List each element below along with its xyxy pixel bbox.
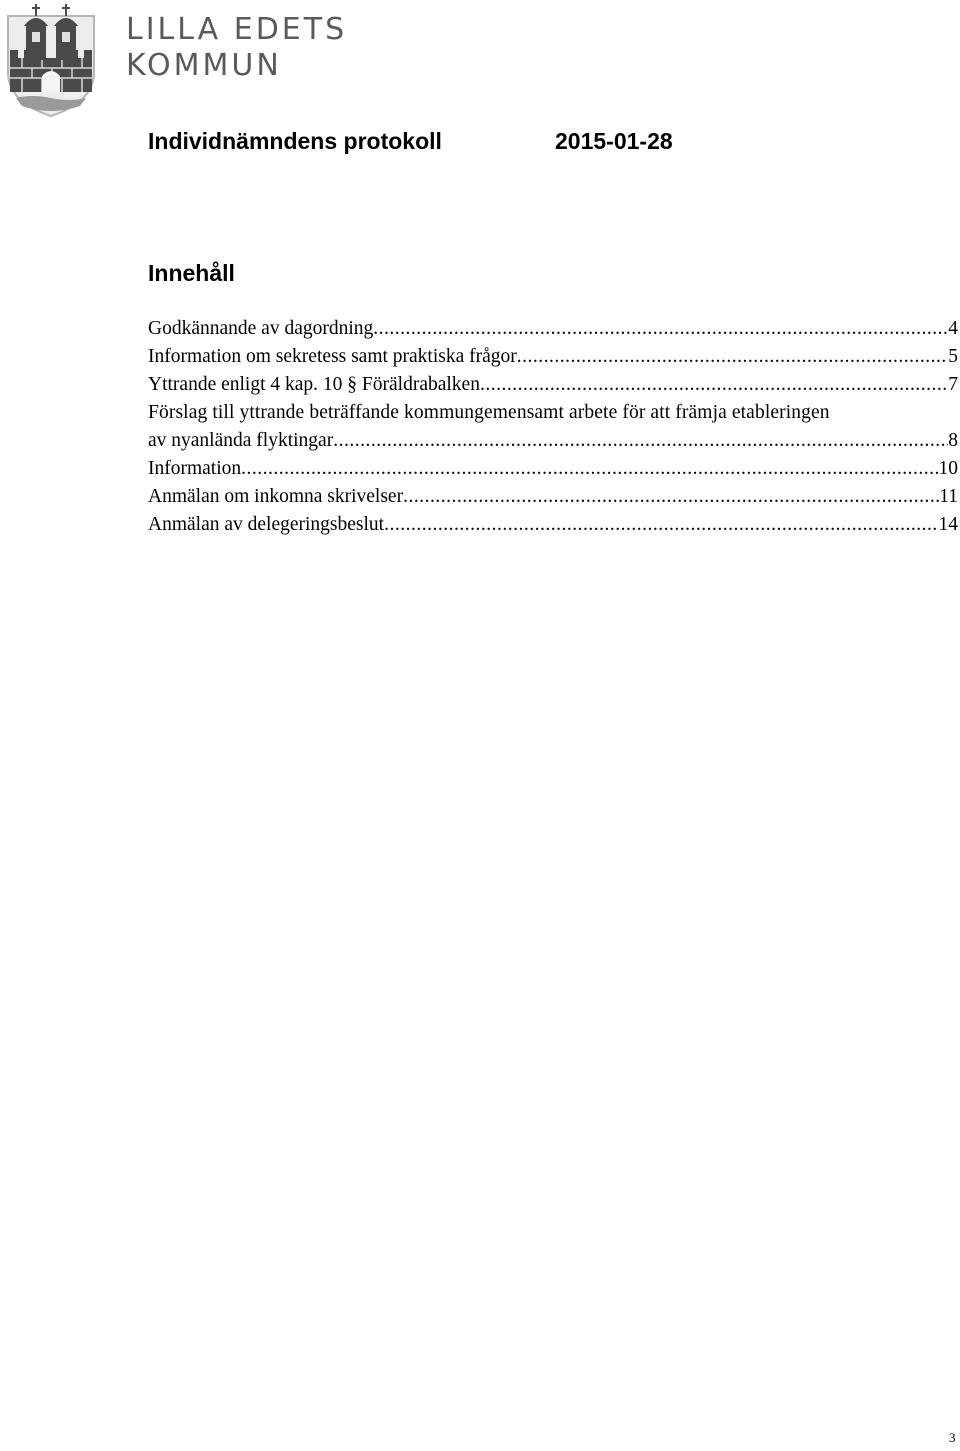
document-date: 2015-01-28 [555, 128, 673, 154]
toc-entry[interactable] [148, 483, 958, 511]
toc-entry-label: Yttrande enligt 4 kap. 10 § Föräldrabalken [148, 374, 480, 395]
document-title: Individnämndens protokoll [148, 128, 442, 154]
toc-entry-label-line-2: av nyanlända flyktingar [148, 430, 334, 451]
page-number: 3 [949, 1430, 956, 1445]
toc-entry-label: Information om sekretess samt praktiska frågor [148, 346, 517, 367]
toc-entry-label: Anmälan om inkomna skrivelser [148, 486, 404, 507]
toc-entry-page: 7 [948, 374, 958, 395]
toc-entry[interactable] [148, 511, 958, 539]
toc-entry[interactable] [148, 343, 958, 371]
toc-entry[interactable] [148, 371, 958, 399]
municipality-logo-text [126, 12, 347, 84]
municipal-crest-icon [2, 2, 100, 118]
toc-entry[interactable] [148, 455, 958, 483]
toc-dot-leader [333, 427, 948, 455]
toc-entry-page: 5 [948, 346, 958, 367]
toc-entry-label: Information [148, 458, 242, 479]
toc-heading: Innehåll [148, 260, 235, 286]
toc-dot-leader [403, 483, 939, 511]
toc-entry-page: 11 [939, 486, 958, 507]
toc-entry-page: 4 [948, 318, 958, 339]
toc-dot-leader [517, 343, 948, 371]
logo-line-1: LILLA EDETS [126, 12, 348, 47]
toc-entry-page: 8 [948, 430, 958, 451]
toc-entry[interactable] [148, 315, 958, 343]
toc-dot-leader [384, 511, 938, 539]
logo-line-2: KOMMUN [126, 48, 282, 83]
toc-entry-page: 10 [938, 458, 958, 479]
toc-dot-leader [480, 371, 948, 399]
toc-entry-page: 14 [938, 514, 958, 535]
toc-dot-leader [241, 455, 938, 483]
toc-entry-label: Godkännande av dagordning [148, 318, 374, 339]
table-of-contents [148, 315, 958, 539]
toc-entry-label-line-1: Förslag till yttrande beträffande kommungemensamt arbete för att främja etableringen [148, 402, 830, 423]
toc-entry-label: Anmälan av delegeringsbeslut [148, 514, 385, 535]
toc-entry[interactable] [148, 399, 958, 455]
document-header [148, 126, 673, 156]
toc-dot-leader [373, 315, 948, 343]
